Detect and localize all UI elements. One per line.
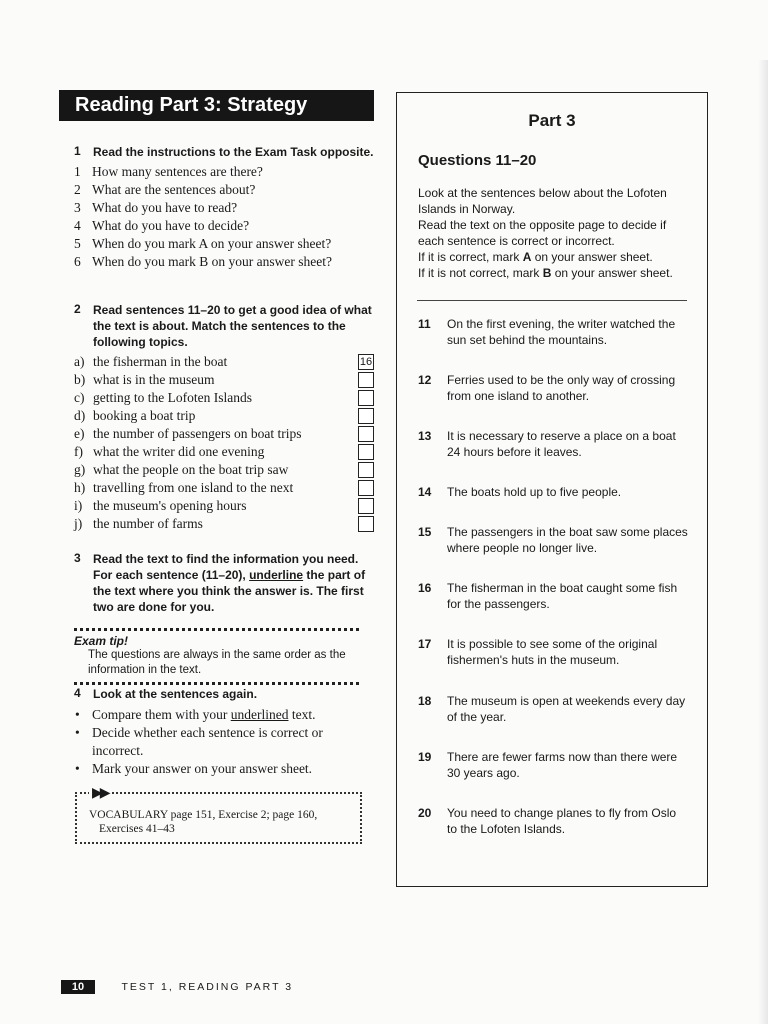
step-instruction: Read the text to find the information you need. For each sentence (11–20), underline the part of the text where you think the answer is. The first two are done for you. [93,552,366,614]
exam-tip-text: The questions are always in the same order as the information in the text. [88,649,346,676]
exam-task-box [396,92,708,887]
step-instruction: Read the instructions to the Exam Task opposite. [93,145,374,159]
exam-tip-heading: Exam tip! [74,634,129,648]
question-item: 19 There are fewer farms now than there were 30 years ago. [418,750,678,780]
question-item: 15 The passengers in the boat saw some places where people no longer live. [418,525,688,555]
questions-title: Questions 11–20 [418,152,537,169]
list-item: 4 What do you have to decide? [74,218,250,233]
topic-item: c) getting to the Lofoten Islands [74,389,374,407]
question-item: 13 It is necessary to reserve a place on a boat 24 hours before it leaves. [418,429,676,459]
question-item: 14 The boats hold up to five people. [418,485,622,499]
topic-item: f) what the writer did one evening [74,443,374,461]
step-instruction: Look at the sentences again. [93,687,258,701]
question-item: 18 The museum is open at weekends every day of the year. [418,694,686,724]
topic-item: e) the number of passengers on boat trips [74,425,374,443]
step-instruction: Read sentences 11–20 to get a good idea of what the text is about. Match the sentences to the following topics. [93,303,372,349]
page-number: 10 [61,980,95,994]
topic-item: d) booking a boat trip [74,407,374,425]
list-item: 6 When do you mark B on your answer sheet? [74,254,332,269]
step-4 [74,686,374,778]
list-item: 1 How many sentences are there? [74,164,263,179]
vocabulary-text: VOCABULARY page 151, Exercise 2; page 160, Exercises 41–43 [89,809,318,835]
step-number: 1 [74,144,81,158]
question-item: 16 The fisherman in the boat caught some fish for the passengers. [418,581,678,611]
answer-box[interactable] [358,516,374,532]
step-1-questions [74,163,374,271]
step-number: 2 [74,302,81,316]
answer-box[interactable]: 16 [359,356,373,368]
divider [417,300,687,301]
list-item: • Mark your answer on your answer sheet. [74,760,374,778]
question-item: 17 It is possible to see some of the original fishermen's huts in the museum. [418,637,658,667]
step-2 [74,302,374,533]
topic-item: g) what the people on the boat trip saw [74,461,374,479]
topic-item: b) what is in the museum [74,371,374,389]
answer-box[interactable] [358,390,374,406]
step-number: 3 [74,551,81,565]
page-edge-shadow [758,60,768,1024]
answer-box[interactable] [358,444,374,460]
page-footer [61,980,293,994]
part-title: Part 3 [528,111,576,130]
list-item: 2 What are the sentences about? [74,182,256,197]
vocabulary-reference [75,784,362,844]
question-item: 20 You need to change planes to fly from Oslo to the Lofoten Islands. [418,806,677,836]
topic-item: a) the fisherman in the boat 16 [74,354,373,369]
answer-box[interactable] [358,480,374,496]
answer-box[interactable] [358,408,374,424]
list-item: 5 When do you mark A on your answer sheet? [74,236,332,251]
question-item: 11 On the first evening, the writer watched the sun set behind the mountains. [418,317,676,347]
list-item: 3 What do you have to read? [74,200,238,215]
footer-label: TEST 1, READING PART 3 [121,981,294,993]
topic-list [74,353,374,533]
topic-item: j) the number of farms [74,515,374,533]
answer-box[interactable] [358,498,374,514]
exam-tip [74,628,359,685]
step-4-bullets [74,706,374,778]
step-1 [74,144,374,271]
arrow-icon: ▶▶ [89,784,111,801]
answer-box[interactable] [358,462,374,478]
task-instructions: Look at the sentences below about the Lofoten Islands in Norway. Read the text on the opposite page to decide if each sentence is correct or incorrect. If it is correct, mark A on your answer sheet. If it is not correct, mark B on your answer sheet. [418,186,673,280]
strategy-column [59,90,374,835]
topic-item: i) the museum's opening hours [74,497,374,515]
step-number: 4 [74,686,81,700]
answer-box[interactable] [358,372,374,388]
question-item: 12 Ferries used to be the only way of crossing from one island to another. [418,373,676,403]
list-item: • Compare them with your underlined text. [74,706,374,724]
list-item: • Decide whether each sentence is correct or incorrect. [74,724,374,760]
strategy-banner: Reading Part 3: Strategy [59,90,374,121]
answer-box[interactable] [358,426,374,442]
topic-item: h) travelling from one island to the next [74,479,374,497]
step-3 [74,551,374,615]
